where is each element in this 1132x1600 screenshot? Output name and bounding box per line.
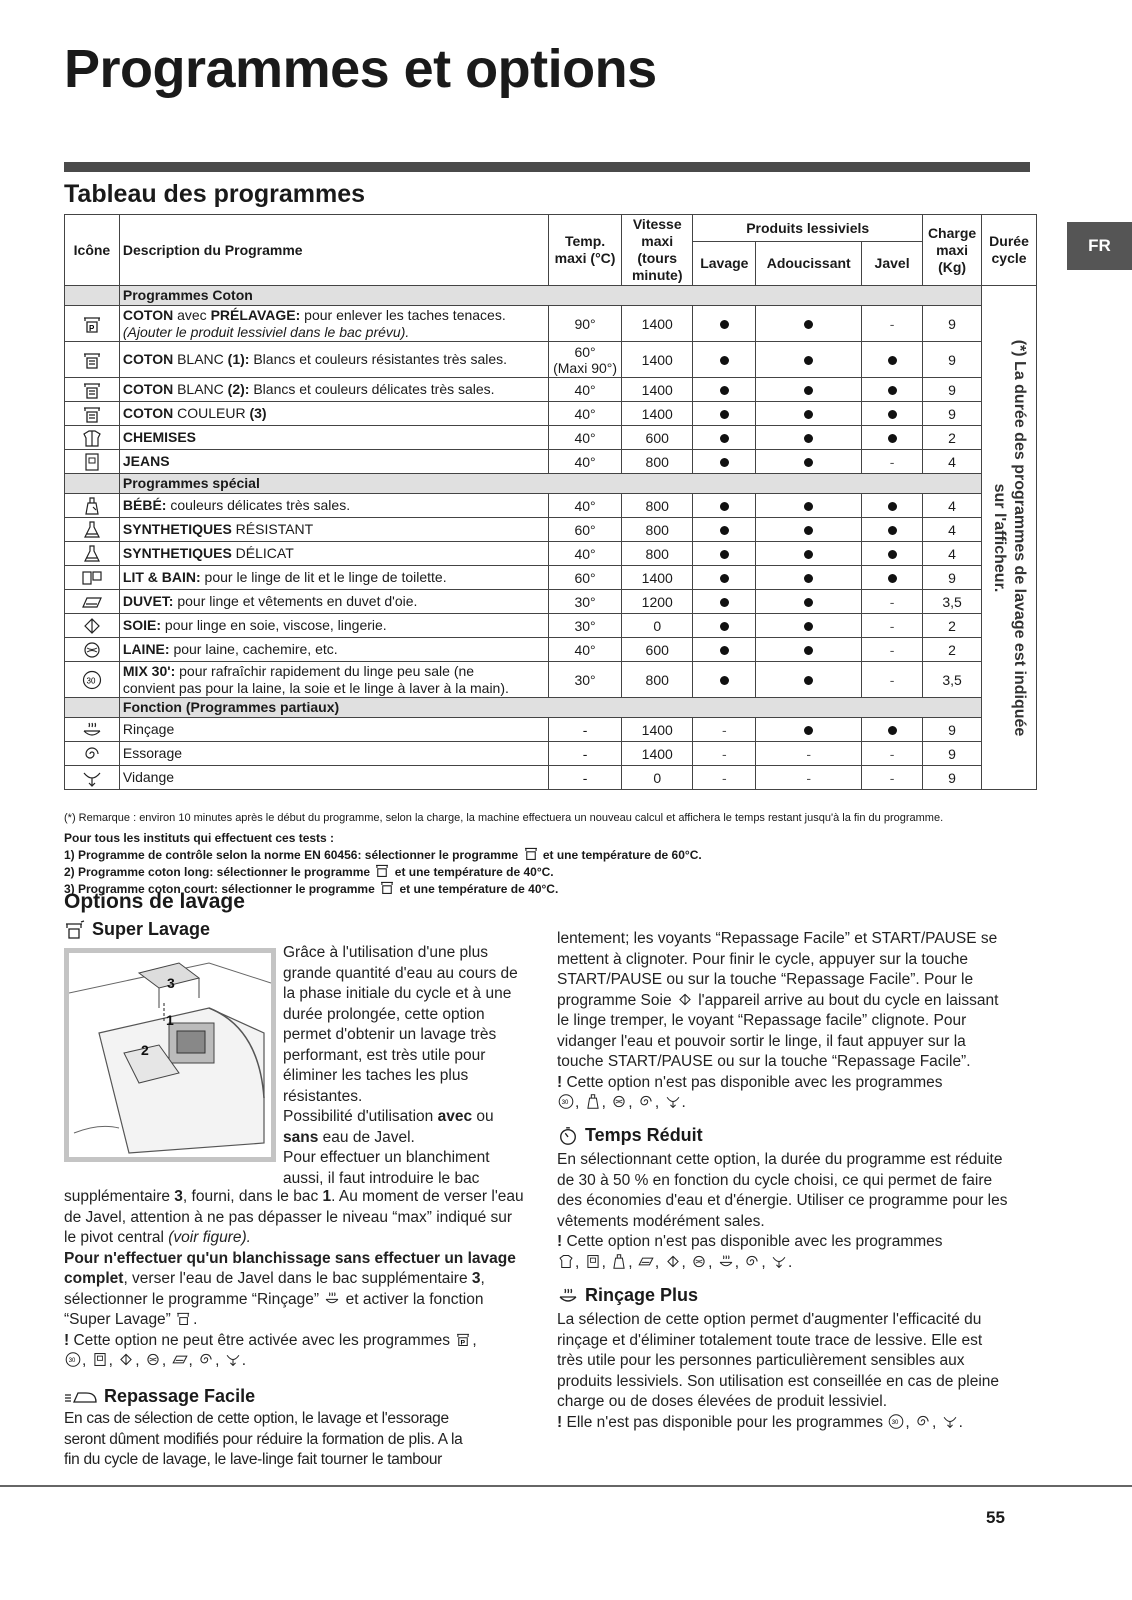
wash-dot (720, 434, 729, 443)
programme-description: Essorage (119, 742, 548, 766)
wash-cell (693, 306, 756, 342)
programme-description: LIT & BAIN: pour le linge de lit et le linge de toilette. (119, 566, 548, 590)
duration-note-cell (982, 286, 1037, 790)
silk-icon (81, 616, 103, 636)
speed-cell: 1400 (622, 402, 693, 426)
speed-cell: 0 (622, 614, 693, 638)
softener-cell (756, 518, 862, 542)
temp-cell: 30° (548, 590, 621, 614)
load-cell: 2 (923, 426, 982, 450)
wash-cell (693, 494, 756, 518)
svg-text:30: 30 (892, 1419, 899, 1426)
wash-dot (720, 598, 729, 607)
temp-cell: 40° (548, 542, 621, 566)
programme-description: SOIE: pour linge en soie, viscose, lingerie. (119, 614, 548, 638)
programme-description: LAINE: pour laine, cachemire, etc. (119, 638, 548, 662)
speed-cell: 800 (622, 518, 693, 542)
bleach-dash: - (889, 315, 895, 332)
spin-icon (743, 1253, 761, 1270)
softener-dot (804, 458, 813, 467)
cotton-icon (373, 862, 391, 879)
wash-dash: - (721, 721, 727, 738)
temp-cell: 30° (548, 614, 621, 638)
bleach-cell (862, 542, 923, 566)
temp-cell: 60° (Maxi 90°) (548, 342, 621, 378)
col-wash: Lavage (693, 242, 756, 286)
section-fonction: Fonction (Programmes partiaux) (119, 698, 981, 718)
programme-description: SYNTHETIQUES RÉSISTANT (119, 518, 548, 542)
remark-note: (*) Remarque : environ 10 minutes après le début du programme, selon la charge, la machine effectuera un nouveau calcul et affichera le temps restant jusqu'à la fin du programme. (64, 812, 944, 824)
softener-dash: - (806, 745, 812, 762)
spin-icon (81, 744, 103, 764)
duvet-icon (637, 1253, 655, 1270)
bleach-cell (862, 378, 923, 402)
temp-cell: 30° (548, 662, 621, 698)
softener-dash: - (806, 769, 812, 786)
softener-dot (804, 676, 813, 685)
wash-cell (693, 614, 756, 638)
bleach-cell (862, 718, 923, 742)
softener-cell (756, 542, 862, 566)
wash-cell (693, 742, 756, 766)
mix30-icon (64, 1351, 82, 1368)
load-cell: 9 (923, 306, 982, 342)
drain-icon (770, 1253, 788, 1270)
load-cell: 2 (923, 638, 982, 662)
programme-description: SYNTHETIQUES DÉLICAT (119, 542, 548, 566)
speed-cell: 0 (622, 766, 693, 790)
speed-cell: 800 (622, 662, 693, 698)
bleach-dash: - (889, 593, 895, 610)
drain-icon (664, 1093, 682, 1110)
rincage-plus-text: La sélection de cette option permet d'augmenter l'efficacité du rinçage et d'éliminer totalement toute trace de lessive. Elle est très utile pour les personnes particulièrement sensibles aux produits lessiviels. Son utilisation est conseillée en cas de pleine charge ou de doses élevées de produit lessiviel. ! Elle n'est pas disponible pour les programmes 30 , , . (557, 1311, 999, 1431)
load-cell: 9 (923, 566, 982, 590)
col-products: Produits lessiviels (693, 215, 923, 242)
bleach-cell (862, 662, 923, 698)
load-cell: 9 (923, 342, 982, 378)
programme-description: COTON BLANC (1): Blancs et couleurs résistantes très sales. (119, 342, 548, 378)
wash-cell (693, 342, 756, 378)
temp-cell: - (548, 742, 621, 766)
svg-text:30: 30 (86, 676, 96, 685)
wash-dot (720, 458, 729, 467)
bleach-dash: - (889, 769, 895, 786)
svg-text:P: P (460, 1339, 466, 1347)
jeans-icon (91, 1351, 109, 1368)
speed-cell: 1400 (622, 342, 693, 378)
softener-cell (756, 662, 862, 698)
speed-cell: 600 (622, 638, 693, 662)
wash-dot (720, 550, 729, 559)
softener-cell (756, 306, 862, 342)
load-cell: 3,5 (923, 662, 982, 698)
load-cell: 9 (923, 718, 982, 742)
table-row (65, 306, 1037, 342)
wash-cell (693, 542, 756, 566)
softener-dot (804, 386, 813, 395)
speed-cell: 1400 (622, 306, 693, 342)
bleach-dot (888, 726, 897, 735)
svg-text:30: 30 (68, 1358, 76, 1365)
wool-icon (81, 640, 103, 660)
temp-cell: 60° (548, 566, 621, 590)
figure-label-1: 1 (166, 1012, 174, 1028)
softener-dot (804, 320, 813, 329)
table-row (65, 614, 1037, 638)
rincage-plus-title: Rinçage Plus (557, 1285, 698, 1306)
wash-dot (720, 526, 729, 535)
speed-cell: 800 (622, 494, 693, 518)
softener-dot (804, 356, 813, 365)
softener-cell (756, 718, 862, 742)
mix30-icon (81, 670, 103, 690)
baby-icon (81, 496, 103, 516)
load-cell: 9 (923, 378, 982, 402)
options-heading: Options de lavage (64, 890, 245, 913)
col-speed: Vitesse maxi (tours minute) (622, 215, 693, 286)
wash-cell (693, 590, 756, 614)
language-tab: FR (1067, 222, 1132, 270)
title-rule (64, 162, 1030, 172)
bleach-cell (862, 614, 923, 638)
softener-dot (804, 646, 813, 655)
temp-cell: - (548, 766, 621, 790)
softener-dot (804, 574, 813, 583)
wash-cell (693, 566, 756, 590)
bleach-dot (888, 410, 897, 419)
bleach-dot (888, 386, 897, 395)
softener-cell (756, 614, 862, 638)
table-row (65, 450, 1037, 474)
col-softener: Adoucissant (756, 242, 862, 286)
cotton-icon (81, 380, 103, 400)
programme-description: COTON avec PRÉLAVAGE: pour enlever les taches tenaces. (Ajouter le produit lessiviel dans le bac prévu). (119, 306, 548, 342)
table-row (65, 766, 1037, 790)
detergent-drawer-figure (64, 948, 276, 1162)
table-row (65, 402, 1037, 426)
wash-dot (720, 410, 729, 419)
table-heading: Tableau des programmes (64, 180, 366, 208)
table-row (65, 742, 1037, 766)
softener-cell (756, 402, 862, 426)
super-wash-icon (175, 1310, 193, 1327)
cotton-icon (378, 879, 396, 896)
bleach-cell (862, 342, 923, 378)
bleach-cell (862, 638, 923, 662)
softener-cell (756, 742, 862, 766)
baby-icon (610, 1253, 628, 1270)
wash-dot (720, 356, 729, 365)
rinse-icon (717, 1253, 735, 1270)
table-row (65, 638, 1037, 662)
table-row (65, 542, 1037, 566)
bleach-cell (862, 426, 923, 450)
shirts-icon (81, 428, 103, 448)
bleach-cell (862, 590, 923, 614)
load-cell: 9 (923, 742, 982, 766)
speed-cell: 1400 (622, 742, 693, 766)
wash-dot (720, 574, 729, 583)
wash-dot (720, 502, 729, 511)
wool-icon (144, 1351, 162, 1368)
softener-cell (756, 426, 862, 450)
bleach-cell (862, 566, 923, 590)
table-row (65, 590, 1037, 614)
programme-description: COTON COULEUR (3) (119, 402, 548, 426)
softener-dot (804, 550, 813, 559)
section-special: Programmes spécial (119, 474, 981, 494)
wash-cell (693, 450, 756, 474)
temps-reduit-text: En sélectionnant cette option, la durée du programme est réduite de 30 à 50 % en fonction du cycle choisi, ce qui permet de faire des économies d'eau et d'énergie. Utiliser ce programme pour les vêtements modérément sales. ! Cette option n'est pas disponible avec les programmes , , , , , , , , . (557, 1151, 1008, 1271)
col-temp: Temp. maxi (°C) (548, 215, 621, 286)
test-2: 2) Programme coton long: sélectionner le programme et une température de 40°C. (64, 862, 702, 879)
programme-description: COTON BLANC (2): Blancs et couleurs délicates très sales. (119, 378, 548, 402)
load-cell: 2 (923, 614, 982, 638)
test-1: 1) Programme de contrôle selon la norme EN 60456: sélectionner le programme et une température de 60°C. (64, 845, 702, 862)
speed-cell: 600 (622, 426, 693, 450)
super-lavage-title: Super Lavage (64, 919, 210, 940)
jeans-icon (81, 452, 103, 472)
figure-label-2: 2 (141, 1042, 149, 1058)
bleach-dot (888, 550, 897, 559)
wash-dot (720, 320, 729, 329)
wash-cell (693, 662, 756, 698)
bleach-cell (862, 306, 923, 342)
synthetic-icon (81, 520, 103, 540)
bleach-dash: - (889, 641, 895, 658)
temp-cell: - (548, 718, 621, 742)
speed-cell: 1400 (622, 566, 693, 590)
shirts-icon (557, 1253, 575, 1270)
section-row (65, 474, 1037, 494)
programme-description: JEANS (119, 450, 548, 474)
svg-text:30: 30 (561, 1100, 569, 1107)
programme-description: Vidange (119, 766, 548, 790)
bleach-dash: - (889, 745, 895, 762)
wash-dot (720, 386, 729, 395)
softener-dot (804, 622, 813, 631)
programme-description: Rinçage (119, 718, 548, 742)
page-number: 55 (986, 1508, 1005, 1527)
bleach-cell (862, 518, 923, 542)
table-row (65, 518, 1037, 542)
temp-cell: 90° (548, 306, 621, 342)
bleach-cell (862, 766, 923, 790)
mix30-icon (557, 1093, 575, 1110)
programme-description: DUVET: pour linge et vêtements en duvet d'oie. (119, 590, 548, 614)
load-cell: 9 (923, 402, 982, 426)
load-cell: 4 (923, 542, 982, 566)
softener-cell (756, 766, 862, 790)
temp-cell: 40° (548, 426, 621, 450)
synthetic-icon (81, 544, 103, 564)
softener-dot (804, 410, 813, 419)
temp-cell: 40° (548, 450, 621, 474)
table-row (65, 494, 1037, 518)
temps-reduit-title: Temps Réduit (557, 1125, 703, 1146)
cotton-icon (81, 350, 103, 370)
speed-cell: 1400 (622, 378, 693, 402)
softener-cell (756, 638, 862, 662)
temp-cell: 60° (548, 518, 621, 542)
figure-label-3: 3 (167, 975, 175, 991)
spin-icon (197, 1351, 215, 1368)
load-cell: 4 (923, 450, 982, 474)
table-row (65, 426, 1037, 450)
temp-cell: 40° (548, 402, 621, 426)
silk-icon (664, 1253, 682, 1270)
footer-rule (0, 1485, 1132, 1487)
prewash-icon (454, 1331, 472, 1348)
wash-cell (693, 402, 756, 426)
bleach-dot (888, 574, 897, 583)
programme-description: MIX 30': pour rafraîchir rapidement du linge peu sale (ne convient pas pour la laine, la soie et le linge à laver à la main). (119, 662, 548, 698)
col-duration: Durée cycle (982, 215, 1037, 286)
table-row (65, 378, 1037, 402)
spin-icon (914, 1413, 932, 1430)
wash-dash: - (721, 745, 727, 762)
load-cell: 4 (923, 518, 982, 542)
repassage-title: Repassage Facile (64, 1386, 255, 1407)
section-coton: Programmes Coton (119, 286, 981, 306)
col-icon: Icône (65, 215, 120, 286)
bleach-dash: - (889, 671, 895, 688)
section-row (65, 698, 1037, 718)
bleach-dash: - (889, 453, 895, 470)
super-wash-icon (64, 920, 86, 940)
softener-dot (804, 598, 813, 607)
speed-cell: 1400 (622, 718, 693, 742)
bed-bath-icon (81, 568, 103, 588)
softener-cell (756, 566, 862, 590)
rinse-icon (323, 1290, 341, 1307)
test-notes (64, 831, 702, 896)
page-title: Programmes et options (64, 39, 657, 99)
bleach-dot (888, 502, 897, 511)
wash-cell (693, 378, 756, 402)
speed-cell: 800 (622, 450, 693, 474)
load-cell: 9 (923, 766, 982, 790)
softener-cell (756, 378, 862, 402)
bleach-dot (888, 434, 897, 443)
section-row (65, 286, 1037, 306)
wash-cell (693, 426, 756, 450)
bleach-dot (888, 356, 897, 365)
softener-dot (804, 726, 813, 735)
repassage-p1: En cas de sélection de cette option, le lavage et l'essorage seront dûment modifiés pour réduire la formation de plis. A la fin du cycle de lavage, le lave-linge fait tourner le tambour (64, 1410, 463, 1468)
temp-cell: 40° (548, 494, 621, 518)
bleach-cell (862, 450, 923, 474)
silk-icon (117, 1351, 135, 1368)
programme-description: CHEMISES (119, 426, 548, 450)
drain-icon (941, 1413, 959, 1430)
speed-cell: 1200 (622, 590, 693, 614)
softener-dot (804, 502, 813, 511)
softener-cell (756, 590, 862, 614)
speed-cell: 800 (622, 542, 693, 566)
rinse-icon (81, 720, 103, 740)
bleach-cell (862, 742, 923, 766)
spin-icon (637, 1093, 655, 1110)
col-desc: Description du Programme (119, 215, 548, 286)
drain-icon (224, 1351, 242, 1368)
duvet-icon (81, 592, 103, 612)
programme-description: BÉBÉ: couleurs délicates très sales. (119, 494, 548, 518)
wash-dash: - (721, 769, 727, 786)
duration-note: (*) La durée des programmes de lavage est indiquée sur l'afficheur. (991, 339, 1029, 736)
silk-icon (676, 991, 694, 1008)
iron-icon (64, 1387, 98, 1407)
wash-cell (693, 766, 756, 790)
bleach-dot (888, 526, 897, 535)
mix30-icon (887, 1413, 905, 1430)
softener-cell (756, 342, 862, 378)
wash-dot (720, 676, 729, 685)
wool-icon (690, 1253, 708, 1270)
programme-table (64, 214, 1037, 790)
wash-dot (720, 646, 729, 655)
jeans-icon (584, 1253, 602, 1270)
rinse-plus-icon (557, 1286, 579, 1306)
temp-cell: 40° (548, 378, 621, 402)
wash-cell (693, 518, 756, 542)
softener-cell (756, 494, 862, 518)
baby-icon (584, 1093, 602, 1110)
table-row (65, 342, 1037, 378)
tests-intro: Pour tous les instituts qui effectuent ces tests : (64, 831, 335, 845)
table-row (65, 662, 1037, 698)
cotton-icon (522, 845, 540, 862)
softener-dot (804, 434, 813, 443)
super-lavage-p1: Grâce à l'utilisation d'une plus grande quantité d'eau au cours de la phase initiale du cycle et à une durée prolongée, cette option permet d'obtenir un lavage très performant, est très utile pour éliminer les taches les plus résistantes. Possibilité d'utilisation avec ou sans eau de Javel. Pour effectuer un blanchiment aussi, il faut introduire le bac (283, 944, 518, 1187)
col-load: Charge maxi (Kg) (923, 215, 982, 286)
table-row (65, 718, 1037, 742)
table-row (65, 566, 1037, 590)
wash-cell (693, 638, 756, 662)
col-bleach: Javel (862, 242, 923, 286)
bleach-cell (862, 402, 923, 426)
duvet-icon (171, 1351, 189, 1368)
drain-icon (81, 768, 103, 788)
wash-cell (693, 718, 756, 742)
prewash-icon (81, 314, 103, 334)
bleach-dash: - (889, 617, 895, 634)
test-3: 3) Programme coton court: sélectionner le programme et une température de 40°C. (64, 879, 702, 896)
softener-cell (756, 450, 862, 474)
load-cell: 3,5 (923, 590, 982, 614)
softener-dot (804, 526, 813, 535)
temp-cell: 40° (548, 638, 621, 662)
reduced-time-icon (557, 1126, 579, 1146)
load-cell: 4 (923, 494, 982, 518)
wool-icon (610, 1093, 628, 1110)
repassage-p2: lentement; les voyants “Repassage Facile” et START/PAUSE se mettent à clignoter. Pour finir le cycle, appuyer sur la touche START/PAUSE ou sur la touche “Repassage Facile”. Pour le programme Soie l'appareil arrive au bout du cycle en laissant le linge tremper, le voyant “Repassage facile” clignote. Pour vidanger l'eau et pouvoir sortir le linge, il faut appuyer sur la touche START/PAUSE ou sur la touche “Repassage Facile”. ! Cette option n'est pas disponible avec les programmes 30 , , , , . (557, 930, 999, 1111)
wash-dot (720, 622, 729, 631)
bleach-cell (862, 494, 923, 518)
cotton-icon (81, 404, 103, 424)
super-lavage-p2: supplémentaire 3, fourni, dans le bac 1. Au moment de verser l'eau de Javel, attention à ne pas dépasser le niveau “max” indiqué sur le pivot central (voir figure). Pour n'effectuer qu'un blanchissage sans effectuer un lavage complet, verser l'eau de Javel dans le bac supplémentaire 3, sélectionner le programme “Rinçage” et activer la fonction “Super Lavage” . ! Cette option ne peut être activée avec les programmes P , 30 , , , , , , . (64, 1188, 524, 1369)
svg-text:P: P (88, 323, 95, 333)
